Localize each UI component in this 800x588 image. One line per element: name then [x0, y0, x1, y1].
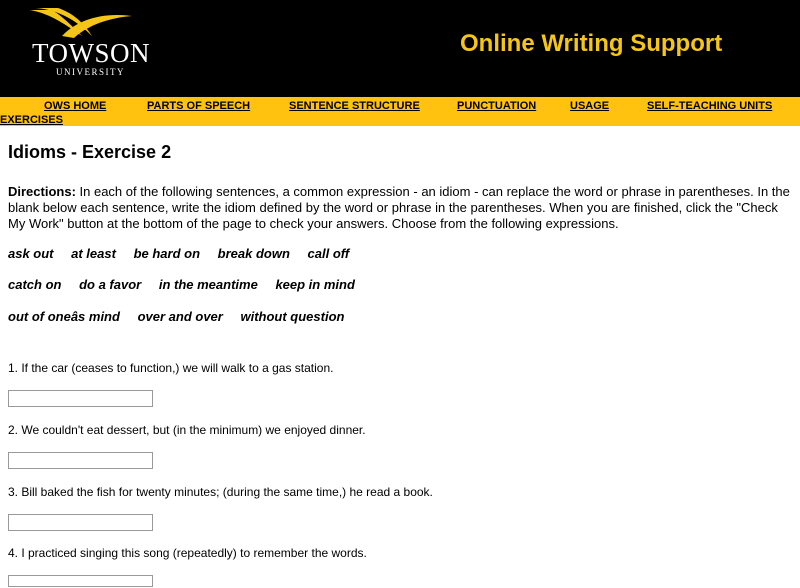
nav-sentence-structure[interactable]: SENTENCE STRUCTURE: [289, 100, 420, 112]
nav-exercises[interactable]: EXERCISES: [0, 114, 63, 126]
answer-input-4[interactable]: [8, 575, 153, 587]
expression: at least: [71, 246, 116, 261]
nav-parts-of-speech[interactable]: PARTS OF SPEECH: [147, 100, 251, 112]
expression: over and over: [137, 309, 223, 324]
answer-input-2[interactable]: [8, 452, 153, 469]
expression: without question: [240, 309, 345, 324]
main-nav: [0, 97, 800, 126]
nav-usage[interactable]: USAGE: [570, 100, 610, 112]
answer-input-1[interactable]: [8, 390, 153, 407]
expression: call off: [307, 246, 350, 261]
expression: in the meantime: [158, 277, 258, 292]
expression-row-1: [8, 246, 363, 261]
expression: be hard on: [133, 246, 201, 261]
page-title: Idioms - Exercise 2: [8, 142, 172, 162]
expression: catch on: [8, 277, 62, 292]
expression-row-2: [8, 277, 369, 292]
directions: [8, 184, 798, 232]
expression: out of oneâs mind: [8, 309, 120, 324]
expression-row-3: [8, 309, 358, 324]
directions-label: Directions:: [8, 184, 76, 199]
question-4: 4. I practiced singing this song (repeatedly) to remember the words.: [8, 546, 367, 560]
logo-subtitle: UNIVERSITY: [56, 67, 125, 77]
nav-ows-home[interactable]: OWS HOME: [44, 100, 107, 112]
question-2: 2. We couldn't eat dessert, but (in the minimum) we enjoyed dinner.: [8, 423, 366, 437]
expression: break down: [217, 246, 290, 261]
question-3: 3. Bill baked the fish for twenty minutes; (during the same time,) he read a book.: [8, 485, 433, 499]
site-title: Online Writing Support: [460, 30, 723, 57]
answer-input-3[interactable]: [8, 514, 153, 531]
logo-wordmark: TOWSON: [32, 38, 151, 68]
nav-punctuation[interactable]: PUNCTUATION: [457, 100, 537, 112]
directions-text: In each of the following sentences, a common expression - an idiom - can replace the word or phrase in parentheses. In the blank below each sentence, write the idiom defined by the word or phrase in the parentheses. When you are finished, click the "Check My Work" button at the bottom of the page to check your answers. Choose from the following expressions.: [8, 184, 790, 231]
expression: do a favor: [79, 277, 142, 292]
question-1: 1. If the car (ceases to function,) we will walk to a gas station.: [8, 361, 334, 375]
expression: keep in mind: [275, 277, 355, 292]
expression: ask out: [8, 246, 54, 261]
nav-self-teaching-units[interactable]: SELF-TEACHING UNITS: [647, 100, 773, 112]
site-header: [0, 0, 800, 97]
